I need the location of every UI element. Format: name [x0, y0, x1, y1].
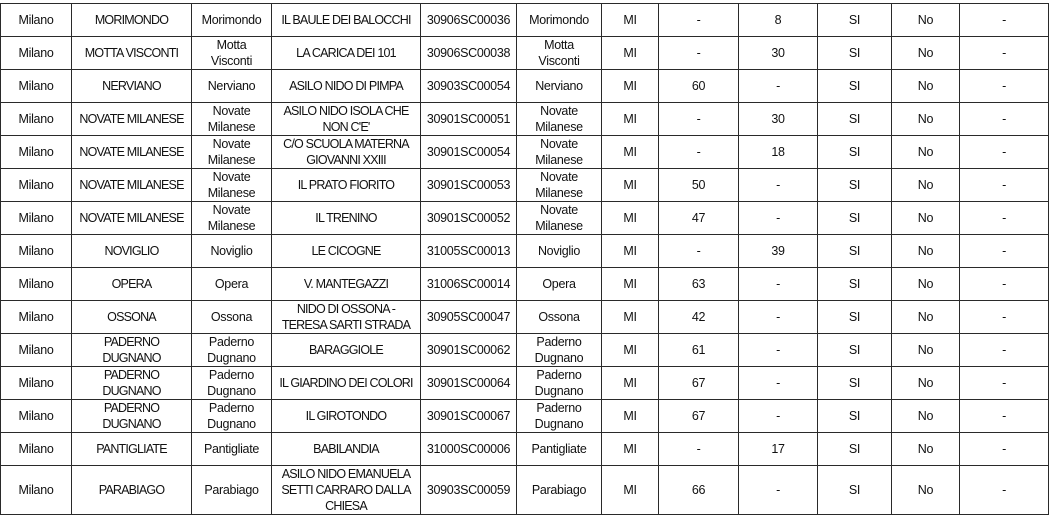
facility-code-cell[interactable]: 30901SC00051 — [421, 103, 517, 136]
facility-code-cell[interactable]: 30901SC00062 — [421, 334, 517, 367]
note-cell[interactable]: - — [960, 334, 1049, 367]
flag-yes-cell[interactable]: SI — [818, 136, 892, 169]
capacity-b-cell[interactable]: 39 — [739, 235, 818, 268]
flag-no-cell[interactable]: No — [892, 334, 960, 367]
province-cell[interactable]: Milano — [1, 37, 72, 70]
table-row — [1, 400, 1049, 433]
note-cell[interactable]: - — [960, 4, 1049, 37]
province-cell[interactable]: Milano — [1, 367, 72, 400]
facility-name-cell[interactable]: IL TRENINO — [272, 202, 421, 235]
note-cell[interactable]: - — [960, 235, 1049, 268]
flag-no-cell[interactable]: No — [892, 169, 960, 202]
province-cell[interactable]: Milano — [1, 202, 72, 235]
province-cell[interactable]: Milano — [1, 433, 72, 466]
flag-no-cell[interactable]: No — [892, 268, 960, 301]
flag-no-cell[interactable]: No — [892, 301, 960, 334]
capacity-b-cell[interactable]: - — [739, 169, 818, 202]
province-code-cell[interactable]: MI — [602, 400, 659, 433]
capacity-a-cell[interactable]: 66 — [659, 466, 739, 515]
facility-name-cell[interactable]: BABILANDIA — [272, 433, 421, 466]
municipality-cell[interactable]: Morimondo — [192, 4, 272, 37]
flag-yes-cell[interactable]: SI — [818, 433, 892, 466]
location-cell[interactable]: Novate Milanese — [517, 103, 602, 136]
municipality-cell[interactable]: Novate Milanese — [192, 169, 272, 202]
municipality-upper-cell[interactable]: OPERA — [72, 268, 192, 301]
capacity-b-cell[interactable]: 8 — [739, 4, 818, 37]
facility-code-cell[interactable]: 30901SC00052 — [421, 202, 517, 235]
municipality-upper-cell[interactable]: OSSONA — [72, 301, 192, 334]
flag-no-cell[interactable]: No — [892, 400, 960, 433]
location-cell[interactable]: Nerviano — [517, 70, 602, 103]
nursery-table — [0, 3, 1049, 515]
location-cell[interactable]: Opera — [517, 268, 602, 301]
location-cell[interactable]: Morimondo — [517, 4, 602, 37]
facility-name-cell[interactable]: C/O SCUOLA MATERNA GIOVANNI XXIII — [272, 136, 421, 169]
flag-no-cell[interactable]: No — [892, 367, 960, 400]
province-code-cell[interactable]: MI — [602, 4, 659, 37]
capacity-a-cell[interactable]: 50 — [659, 169, 739, 202]
location-cell[interactable]: Novate Milanese — [517, 169, 602, 202]
note-cell[interactable]: - — [960, 103, 1049, 136]
province-code-cell[interactable]: MI — [602, 466, 659, 515]
municipality-upper-cell[interactable]: PADERNO DUGNANO — [72, 367, 192, 400]
facility-code-cell[interactable]: 30905SC00047 — [421, 301, 517, 334]
table-row — [1, 103, 1049, 136]
facility-code-cell[interactable]: 30901SC00064 — [421, 367, 517, 400]
facility-code-cell[interactable]: 31006SC00014 — [421, 268, 517, 301]
note-cell[interactable]: - — [960, 301, 1049, 334]
note-cell[interactable]: - — [960, 367, 1049, 400]
facility-code-cell[interactable]: 30903SC00059 — [421, 466, 517, 515]
municipality-cell[interactable]: Ossona — [192, 301, 272, 334]
province-code-cell[interactable]: MI — [602, 70, 659, 103]
table-row — [1, 169, 1049, 202]
municipality-upper-cell[interactable]: NERVIANO — [72, 70, 192, 103]
capacity-b-cell[interactable]: - — [739, 268, 818, 301]
note-cell[interactable]: - — [960, 70, 1049, 103]
capacity-a-cell[interactable]: - — [659, 235, 739, 268]
province-cell[interactable]: Milano — [1, 235, 72, 268]
municipality-upper-cell[interactable]: NOVATE MILANESE — [72, 136, 192, 169]
municipality-upper-cell[interactable]: NOVATE MILANESE — [72, 169, 192, 202]
location-cell[interactable]: Parabiago — [517, 466, 602, 515]
facility-name-cell[interactable]: V. MANTEGAZZI — [272, 268, 421, 301]
note-cell[interactable]: - — [960, 202, 1049, 235]
facility-name-cell[interactable]: LE CICOGNE — [272, 235, 421, 268]
table-row — [1, 37, 1049, 70]
municipality-cell[interactable]: Motta Visconti — [192, 37, 272, 70]
capacity-b-cell[interactable]: - — [739, 202, 818, 235]
facility-code-cell[interactable]: 30903SC00054 — [421, 70, 517, 103]
table-row — [1, 4, 1049, 37]
municipality-upper-cell[interactable]: NOVATE MILANESE — [72, 202, 192, 235]
capacity-b-cell[interactable]: 30 — [739, 37, 818, 70]
province-cell[interactable]: Milano — [1, 400, 72, 433]
province-code-cell[interactable]: MI — [602, 301, 659, 334]
province-code-cell[interactable]: MI — [602, 169, 659, 202]
municipality-cell[interactable]: Novate Milanese — [192, 136, 272, 169]
province-code-cell[interactable]: MI — [602, 367, 659, 400]
spreadsheet-sheet — [0, 3, 1051, 515]
municipality-cell[interactable]: Paderno Dugnano — [192, 400, 272, 433]
flag-no-cell[interactable]: No — [892, 235, 960, 268]
province-code-cell[interactable]: MI — [602, 103, 659, 136]
province-cell[interactable]: Milano — [1, 466, 72, 515]
municipality-upper-cell[interactable]: PADERNO DUGNANO — [72, 400, 192, 433]
province-cell[interactable]: Milano — [1, 301, 72, 334]
facility-code-cell[interactable]: 30906SC00036 — [421, 4, 517, 37]
flag-yes-cell[interactable]: SI — [818, 268, 892, 301]
table-row — [1, 268, 1049, 301]
municipality-cell[interactable]: Pantigliate — [192, 433, 272, 466]
facility-name-cell[interactable]: IL BAULE DEI BALOCCHI — [272, 4, 421, 37]
capacity-b-cell[interactable]: - — [739, 301, 818, 334]
municipality-cell[interactable]: Noviglio — [192, 235, 272, 268]
flag-yes-cell[interactable]: SI — [818, 4, 892, 37]
location-cell[interactable]: Motta Visconti — [517, 37, 602, 70]
capacity-a-cell[interactable]: 61 — [659, 334, 739, 367]
facility-name-cell[interactable]: ASILO NIDO EMANUELA SETTI CARRARO DALLA CHIESA — [272, 466, 421, 515]
province-code-cell[interactable]: MI — [602, 136, 659, 169]
table-row — [1, 334, 1049, 367]
province-cell[interactable]: Milano — [1, 169, 72, 202]
facility-name-cell[interactable]: IL GIARDINO DEI COLORI — [272, 367, 421, 400]
facility-code-cell[interactable]: 30906SC00038 — [421, 37, 517, 70]
province-code-cell[interactable]: MI — [602, 37, 659, 70]
flag-no-cell[interactable]: No — [892, 37, 960, 70]
flag-no-cell[interactable]: No — [892, 433, 960, 466]
capacity-a-cell[interactable]: 60 — [659, 70, 739, 103]
flag-yes-cell[interactable]: SI — [818, 301, 892, 334]
table-row — [1, 136, 1049, 169]
facility-name-cell[interactable]: ASILO NIDO DI PIMPA — [272, 70, 421, 103]
capacity-a-cell[interactable]: - — [659, 103, 739, 136]
table-row — [1, 466, 1049, 515]
flag-yes-cell[interactable]: SI — [818, 334, 892, 367]
location-cell[interactable]: Paderno Dugnano — [517, 334, 602, 367]
table-row — [1, 70, 1049, 103]
capacity-b-cell[interactable]: 18 — [739, 136, 818, 169]
capacity-a-cell[interactable]: 67 — [659, 367, 739, 400]
flag-yes-cell[interactable]: SI — [818, 202, 892, 235]
flag-no-cell[interactable]: No — [892, 70, 960, 103]
capacity-b-cell[interactable]: - — [739, 334, 818, 367]
flag-no-cell[interactable]: No — [892, 103, 960, 136]
location-cell[interactable]: Noviglio — [517, 235, 602, 268]
facility-code-cell[interactable]: 31000SC00006 — [421, 433, 517, 466]
municipality-cell[interactable]: Nerviano — [192, 70, 272, 103]
flag-yes-cell[interactable]: SI — [818, 37, 892, 70]
note-cell[interactable]: - — [960, 37, 1049, 70]
capacity-a-cell[interactable]: - — [659, 136, 739, 169]
location-cell[interactable]: Novate Milanese — [517, 136, 602, 169]
municipality-upper-cell[interactable]: PANTIGLIATE — [72, 433, 192, 466]
flag-no-cell[interactable]: No — [892, 4, 960, 37]
capacity-a-cell[interactable]: 67 — [659, 400, 739, 433]
flag-yes-cell[interactable]: SI — [818, 466, 892, 515]
location-cell[interactable]: Paderno Dugnano — [517, 400, 602, 433]
province-cell[interactable]: Milano — [1, 103, 72, 136]
flag-yes-cell[interactable]: SI — [818, 169, 892, 202]
capacity-a-cell[interactable]: - — [659, 37, 739, 70]
municipality-cell[interactable]: Paderno Dugnano — [192, 334, 272, 367]
note-cell[interactable]: - — [960, 400, 1049, 433]
capacity-a-cell[interactable]: - — [659, 4, 739, 37]
province-code-cell[interactable]: MI — [602, 268, 659, 301]
municipality-cell[interactable]: Opera — [192, 268, 272, 301]
table-row — [1, 433, 1049, 466]
capacity-b-cell[interactable]: - — [739, 367, 818, 400]
flag-no-cell[interactable]: No — [892, 136, 960, 169]
municipality-cell[interactable]: Novate Milanese — [192, 202, 272, 235]
capacity-a-cell[interactable]: 42 — [659, 301, 739, 334]
municipality-upper-cell[interactable]: PADERNO DUGNANO — [72, 334, 192, 367]
facility-code-cell[interactable]: 31005SC00013 — [421, 235, 517, 268]
table-row — [1, 202, 1049, 235]
municipality-upper-cell[interactable]: MORIMONDO — [72, 4, 192, 37]
province-code-cell[interactable]: MI — [602, 202, 659, 235]
facility-code-cell[interactable]: 30901SC00054 — [421, 136, 517, 169]
municipality-upper-cell[interactable]: PARABIAGO — [72, 466, 192, 515]
province-code-cell[interactable]: MI — [602, 334, 659, 367]
location-cell[interactable]: Novate Milanese — [517, 202, 602, 235]
flag-yes-cell[interactable]: SI — [818, 235, 892, 268]
note-cell[interactable]: - — [960, 268, 1049, 301]
flag-no-cell[interactable]: No — [892, 202, 960, 235]
municipality-upper-cell[interactable]: NOVIGLIO — [72, 235, 192, 268]
facility-name-cell[interactable]: NIDO DI OSSONA - TERESA SARTI STRADA — [272, 301, 421, 334]
capacity-b-cell[interactable]: 17 — [739, 433, 818, 466]
facility-name-cell[interactable]: LA CARICA DEI 101 — [272, 37, 421, 70]
facility-name-cell[interactable]: ASILO NIDO ISOLA CHE NON C'E' — [272, 103, 421, 136]
table-body — [1, 4, 1049, 515]
table-row — [1, 235, 1049, 268]
capacity-b-cell[interactable]: - — [739, 466, 818, 515]
table-row — [1, 301, 1049, 334]
province-cell[interactable]: Milano — [1, 4, 72, 37]
municipality-cell[interactable]: Parabiago — [192, 466, 272, 515]
flag-yes-cell[interactable]: SI — [818, 367, 892, 400]
flag-no-cell[interactable]: No — [892, 466, 960, 515]
province-code-cell[interactable]: MI — [602, 433, 659, 466]
province-cell[interactable]: Milano — [1, 268, 72, 301]
province-cell[interactable]: Milano — [1, 334, 72, 367]
facility-name-cell[interactable]: IL PRATO FIORITO — [272, 169, 421, 202]
province-cell[interactable]: Milano — [1, 136, 72, 169]
facility-name-cell[interactable]: BARAGGIOLE — [272, 334, 421, 367]
flag-yes-cell[interactable]: SI — [818, 400, 892, 433]
location-cell[interactable]: Pantigliate — [517, 433, 602, 466]
capacity-a-cell[interactable]: - — [659, 433, 739, 466]
capacity-a-cell[interactable]: 47 — [659, 202, 739, 235]
facility-code-cell[interactable]: 30901SC00067 — [421, 400, 517, 433]
municipality-cell[interactable]: Novate Milanese — [192, 103, 272, 136]
table-row — [1, 367, 1049, 400]
province-code-cell[interactable]: MI — [602, 235, 659, 268]
municipality-cell[interactable]: Paderno Dugnano — [192, 367, 272, 400]
capacity-b-cell[interactable]: 30 — [739, 103, 818, 136]
note-cell[interactable]: - — [960, 466, 1049, 515]
note-cell[interactable]: - — [960, 433, 1049, 466]
flag-yes-cell[interactable]: SI — [818, 103, 892, 136]
location-cell[interactable]: Paderno Dugnano — [517, 367, 602, 400]
capacity-a-cell[interactable]: 63 — [659, 268, 739, 301]
note-cell[interactable]: - — [960, 169, 1049, 202]
facility-name-cell[interactable]: IL GIROTONDO — [272, 400, 421, 433]
flag-yes-cell[interactable]: SI — [818, 70, 892, 103]
province-cell[interactable]: Milano — [1, 70, 72, 103]
facility-code-cell[interactable]: 30901SC00053 — [421, 169, 517, 202]
municipality-upper-cell[interactable]: MOTTA VISCONTI — [72, 37, 192, 70]
municipality-upper-cell[interactable]: NOVATE MILANESE — [72, 103, 192, 136]
capacity-b-cell[interactable]: - — [739, 400, 818, 433]
note-cell[interactable]: - — [960, 136, 1049, 169]
capacity-b-cell[interactable]: - — [739, 70, 818, 103]
location-cell[interactable]: Ossona — [517, 301, 602, 334]
